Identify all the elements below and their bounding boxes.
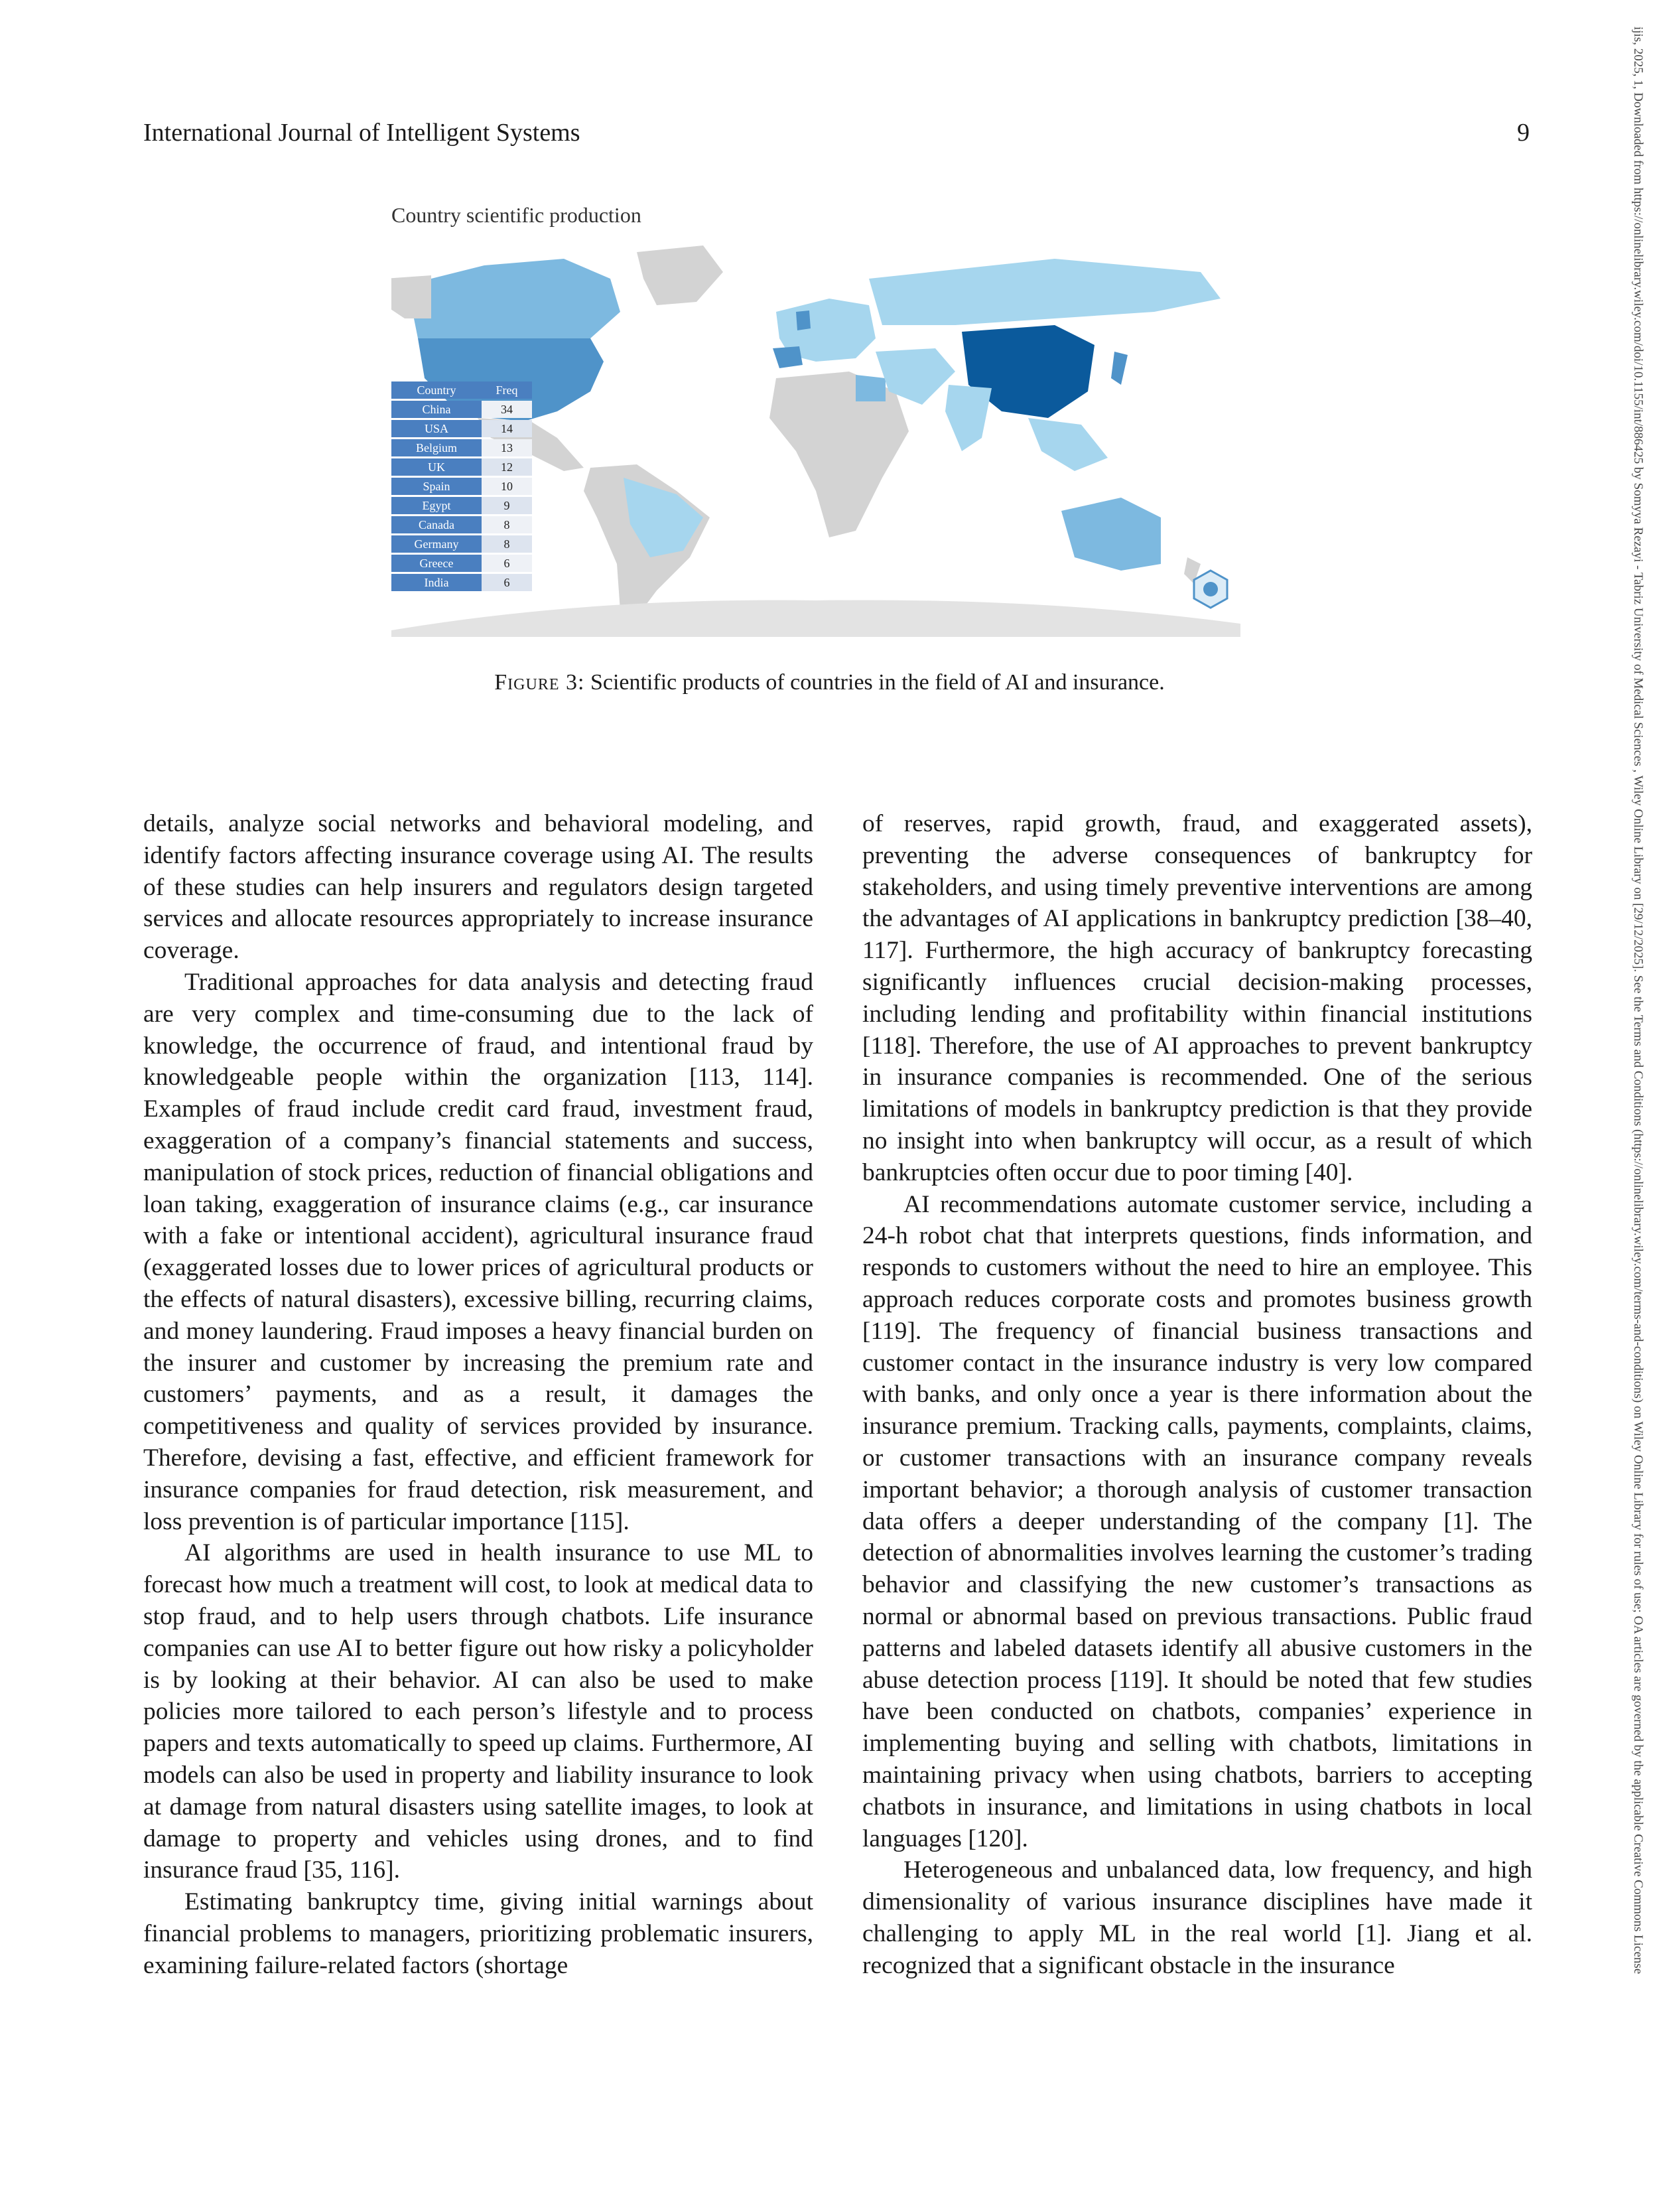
frequency-table	[391, 380, 532, 593]
freq-cell: 9	[482, 497, 532, 514]
table-row	[391, 574, 532, 591]
map-title: Country scientific production	[391, 203, 641, 227]
journal-title: International Journal of Intelligent Systems	[143, 119, 580, 147]
page-header	[143, 118, 1530, 158]
map-antarctica	[391, 600, 1240, 637]
download-sidebar: ijis, 2025, 1, Downloaded from https://onlinelibrary.wiley.com/doi/10.1155/int/886425 by Somyya Rezayi - Tabriz University of Medical Sciences , Wiley Online Library on [29/12/2025]. See the Terms and Conditions (https://onlinelibrary.wiley.com/terms-and-conditions) on Wiley Online Library for rules of use; OA articles are governed by the applicable Creative Commons License	[1631, 27, 1645, 1974]
country-cell: India	[391, 574, 482, 591]
table-row	[391, 555, 532, 572]
country-cell: UK	[391, 458, 482, 476]
freq-cell: 10	[482, 478, 532, 495]
country-cell: Canada	[391, 516, 482, 533]
freq-cell: 6	[482, 574, 532, 591]
caption-text: Scientific products of countries in the field of AI and insurance.	[590, 670, 1165, 695]
paragraph: AI recommendations automate customer service, including a 24-h robot chat that interprets questions, finds information, and responds to customers without the need to hire an employee. This approach reduces corporate costs and promotes business growth [119]. The frequency of financial business transactions and customer contact in the insurance industry is very low compared with banks, and only once a year is there information about the insurance premium. Tracking calls, payments, complaints, claims, or customer transactions with an insurance company reveals important behavior; a thorough analysis of customer transaction data offers a deeper understanding of the company [1]. The detection of abnormalities involves learning the customer’s trading behavior and classifying the new customer’s transactions as normal or abnormal based on previous transactions. Public fraud patterns and labeled datasets identify all abusive customers in the abuse detection process [119]. It should be noted that few studies have been conducted on chatbots, companies’ experience in implementing buying and selling with chatbots, limitations in maintaining privacy when using chatbots, barriers to accepting chatbots in insurance, and limitations in using chatbots in local languages [120].	[862, 1190, 1532, 1852]
map-india	[945, 385, 992, 451]
freq-cell: 13	[482, 439, 532, 456]
freq-cell: 8	[482, 516, 532, 533]
map-spain	[773, 346, 803, 368]
freq-cell: 14	[482, 420, 532, 437]
bibliometrix-logo-icon	[1194, 571, 1227, 608]
map-alaska	[391, 275, 431, 318]
map-belgium-uk	[796, 311, 811, 330]
country-cell: USA	[391, 420, 482, 437]
caption-label: Figure 3:	[494, 670, 585, 695]
country-cell: Belgium	[391, 439, 482, 456]
table-row	[391, 478, 532, 495]
table-row	[391, 458, 532, 476]
paragraph: Estimating bankruptcy time, giving initial warnings about financial problems to managers, prioritizing problematic insurers, examining failure-related factors (shortage	[143, 1888, 813, 1979]
paragraph: of reserves, rapid growth, fraud, and exaggerated assets), preventing the adverse consequences of bankruptcy for stakeholders, and using timely preventive interventions are among the advantages of AI applications in bankruptcy prediction [38–40, 117]. Furthermore, the high accuracy of bankruptcy forecasting significantly influences crucial decision-making processes, including lending and profitability within financial institutions [118]. Therefore, the use of AI approaches to prevent bankruptcy in insurance companies is recommended. One of the serious limitations of models in bankruptcy prediction is that they provide no insight into when bankruptcy will occur, as a result of which bankruptcies often occur due to poor timing [40].	[862, 810, 1532, 1186]
country-cell: Greece	[391, 555, 482, 572]
table-header-freq: Freq	[482, 381, 532, 399]
map-greenland	[637, 245, 723, 305]
country-cell: China	[391, 401, 482, 418]
paragraph: Heterogeneous and unbalanced data, low frequency, and high dimensionality of various insurance disciplines have made it challenging to apply ML in the real world [1]. Jiang et al. recognized that a significant obstacle in the insurance	[862, 1856, 1532, 1979]
table-row	[391, 497, 532, 514]
freq-cell: 12	[482, 458, 532, 476]
paragraph: AI algorithms are used in health insurance to use ML to forecast how much a treatment will cost, to look at medical data to stop fraud, and to help users through chatbots. Life insurance companies can use AI to better figure out how risky a policyholder is by looking at their behavior. AI can also be used to make policies more tailored to each person’s lifestyle and to process papers and texts automatically to speed up claims. Furthermore, AI models can also be used in property and liability insurance to look at damage from natural disasters using satellite images, to look at damage to property and vehicles using drones, and to find insurance fraud [35, 116].	[143, 1539, 813, 1884]
map-russia	[869, 259, 1221, 325]
table-row	[391, 420, 532, 437]
freq-cell: 6	[482, 555, 532, 572]
left-column	[143, 808, 813, 1981]
paragraph: details, analyze social networks and behavioral modeling, and identify factors affecting insurance coverage using AI. The results of these studies can help insurers and regulators design targeted services and allocate resources appropriately to increase insurance coverage.	[143, 810, 813, 965]
table-row	[391, 401, 532, 418]
freq-cell: 34	[482, 401, 532, 418]
right-column	[862, 808, 1532, 1981]
country-cell: Egypt	[391, 497, 482, 514]
country-cell: Spain	[391, 478, 482, 495]
table-row	[391, 516, 532, 533]
table-header-country: Country	[391, 381, 482, 399]
freq-cell: 8	[482, 535, 532, 553]
map-australia	[1061, 498, 1161, 571]
map-japan	[1111, 352, 1128, 385]
map-africa	[769, 372, 909, 537]
table-row	[391, 439, 532, 456]
map-egypt	[856, 375, 886, 401]
country-cell: Germany	[391, 535, 482, 553]
table-row	[391, 535, 532, 553]
map-se-asia	[1028, 418, 1108, 471]
figure-3	[391, 199, 1240, 657]
page-number: 9	[1517, 119, 1530, 147]
paragraph: Traditional approaches for data analysis and detecting fraud are very complex and time-consuming due to the lack of knowledge, the occurrence of fraud, and intentional fraud by knowledgeable people within the organization [113, 114]. Examples of fraud include credit card fraud, investment fraud, exaggeration of a company’s financial statements and success, manipulation of stock prices, reduction of financial obligations and loan taking, exaggeration of insurance claims (e.g., car insurance with a fake or intentional accident), agricultural insurance fraud (exaggerated losses due to lower prices of agricultural products or the effects of natural disasters), excessive billing, recurring claims, and money laundering. Fraud imposes a heavy financial burden on the insurer and customer by increasing the premium rate and customers’ payments, and as a result, it damages the competitiveness and quality of services provided by insurance. Therefore, devising a fast, effective, and efficient framework for insurance companies for fraud detection, risk measurement, and loss prevention is of particular importance [115].	[143, 968, 813, 1535]
figure-caption	[0, 670, 1659, 695]
map-canada	[411, 259, 620, 338]
